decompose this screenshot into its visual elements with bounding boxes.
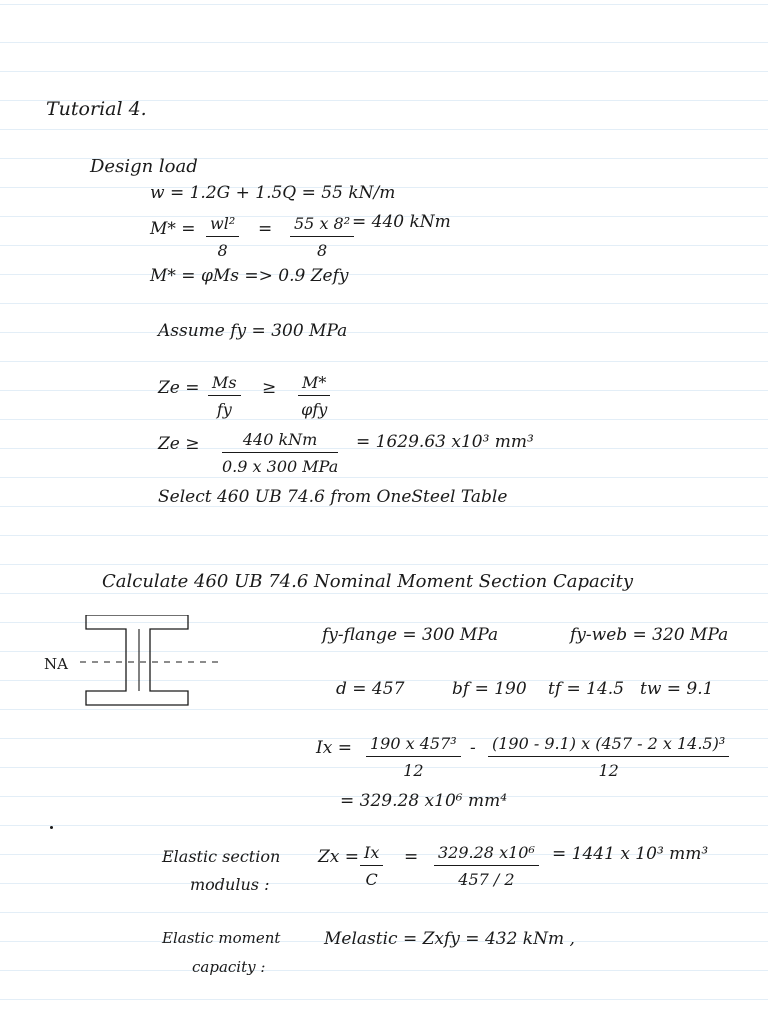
zx-result: = 1441 x 10³ mm³ — [552, 844, 709, 864]
ze-required-fraction — [222, 430, 338, 476]
fy-web: fy-web = 320 MPa — [570, 625, 729, 645]
moment-fraction-formula — [206, 214, 239, 260]
fraction-denominator: fy — [216, 400, 232, 419]
fraction-denominator: C — [365, 870, 378, 889]
neutral-axis-label: NA — [44, 655, 68, 673]
i-beam-section-diagram — [40, 615, 230, 725]
zx-fraction-values — [434, 843, 539, 889]
fraction-denominator: 12 — [598, 761, 619, 780]
fraction-denominator: φfy — [301, 400, 328, 419]
fraction-numerator: 440 kNm — [222, 430, 338, 453]
ze-fraction-m-phify — [298, 373, 330, 419]
ze-fraction-ms-fy — [208, 373, 241, 419]
ix-fraction-gross — [366, 734, 461, 780]
fy-flange: fy-flange = 300 MPa — [322, 625, 499, 645]
elastic-moment-label: Elastic moment — [162, 929, 281, 947]
moment-lhs: M* = — [150, 219, 196, 239]
fraction-numerator: wl² — [206, 214, 239, 237]
ze-required-lhs: Ze ≥ — [158, 434, 200, 454]
ze-lhs: Ze = — [158, 378, 200, 398]
minus-sign: - — [470, 738, 476, 758]
ix-result: = 329.28 x10⁶ mm⁴ — [340, 791, 508, 811]
ze-required-result: = 1629.63 x10³ mm³ — [356, 432, 534, 452]
assume-fy: Assume fy = 300 MPa — [158, 321, 348, 341]
fraction-numerator: 55 x 8² — [290, 214, 354, 237]
ix-fraction-deduct — [488, 734, 729, 780]
page-title: Tutorial 4. — [46, 98, 147, 120]
fraction-denominator: 12 — [403, 761, 424, 780]
flange-thickness-value: tf = 14.5 — [548, 679, 625, 699]
elastic-modulus-label: Elastic section — [162, 847, 281, 866]
fraction-denominator: 8 — [316, 241, 328, 260]
load-equation: w = 1.2G + 1.5Q = 55 kN/m — [150, 183, 396, 203]
melastic-equation: Melastic = Zxfy = 432 kNm , — [324, 929, 575, 949]
fraction-numerator: (190 - 9.1) x (457 - 2 x 14.5)³ — [488, 734, 729, 757]
fraction-denominator: 457 / 2 — [458, 870, 515, 889]
geq-sign: ≥ — [262, 378, 277, 398]
fraction-numerator: Ms — [208, 373, 241, 396]
section-selection: Select 460 UB 74.6 from OneSteel Table — [158, 487, 508, 507]
fraction-numerator: Ix — [360, 843, 383, 866]
capacity-relation: M* = φMs => 0.9 Zefy — [150, 266, 349, 286]
ix-lhs: Ix = — [316, 738, 352, 758]
elastic-modulus-label-cont: modulus : — [190, 875, 270, 894]
section-capacity-heading: Calculate 460 UB 74.6 Nominal Moment Section Capacity — [102, 571, 633, 592]
moment-result: = 440 kNm — [352, 212, 451, 232]
fraction-denominator: 0.9 x 300 MPa — [222, 457, 339, 476]
fraction-numerator: 329.28 x10⁶ — [434, 843, 539, 866]
zx-fraction-ix-c — [360, 843, 383, 889]
depth-value: d = 457 — [336, 679, 405, 699]
equals-sign: = — [404, 847, 419, 867]
zx-lhs: Zx = — [318, 847, 360, 867]
equals-sign: = — [258, 219, 273, 239]
fraction-numerator: 190 x 457³ — [366, 734, 461, 757]
moment-fraction-values — [290, 214, 354, 260]
i-beam-outline — [86, 615, 188, 705]
design-load-heading: Design load — [90, 156, 198, 177]
web-thickness-value: tw = 9.1 — [640, 679, 714, 699]
fraction-numerator: M* — [298, 373, 330, 396]
fraction-denominator: 8 — [217, 241, 228, 260]
stray-mark — [50, 826, 53, 829]
elastic-moment-label-cont: capacity : — [192, 958, 266, 976]
flange-width-value: bf = 190 — [452, 679, 527, 699]
